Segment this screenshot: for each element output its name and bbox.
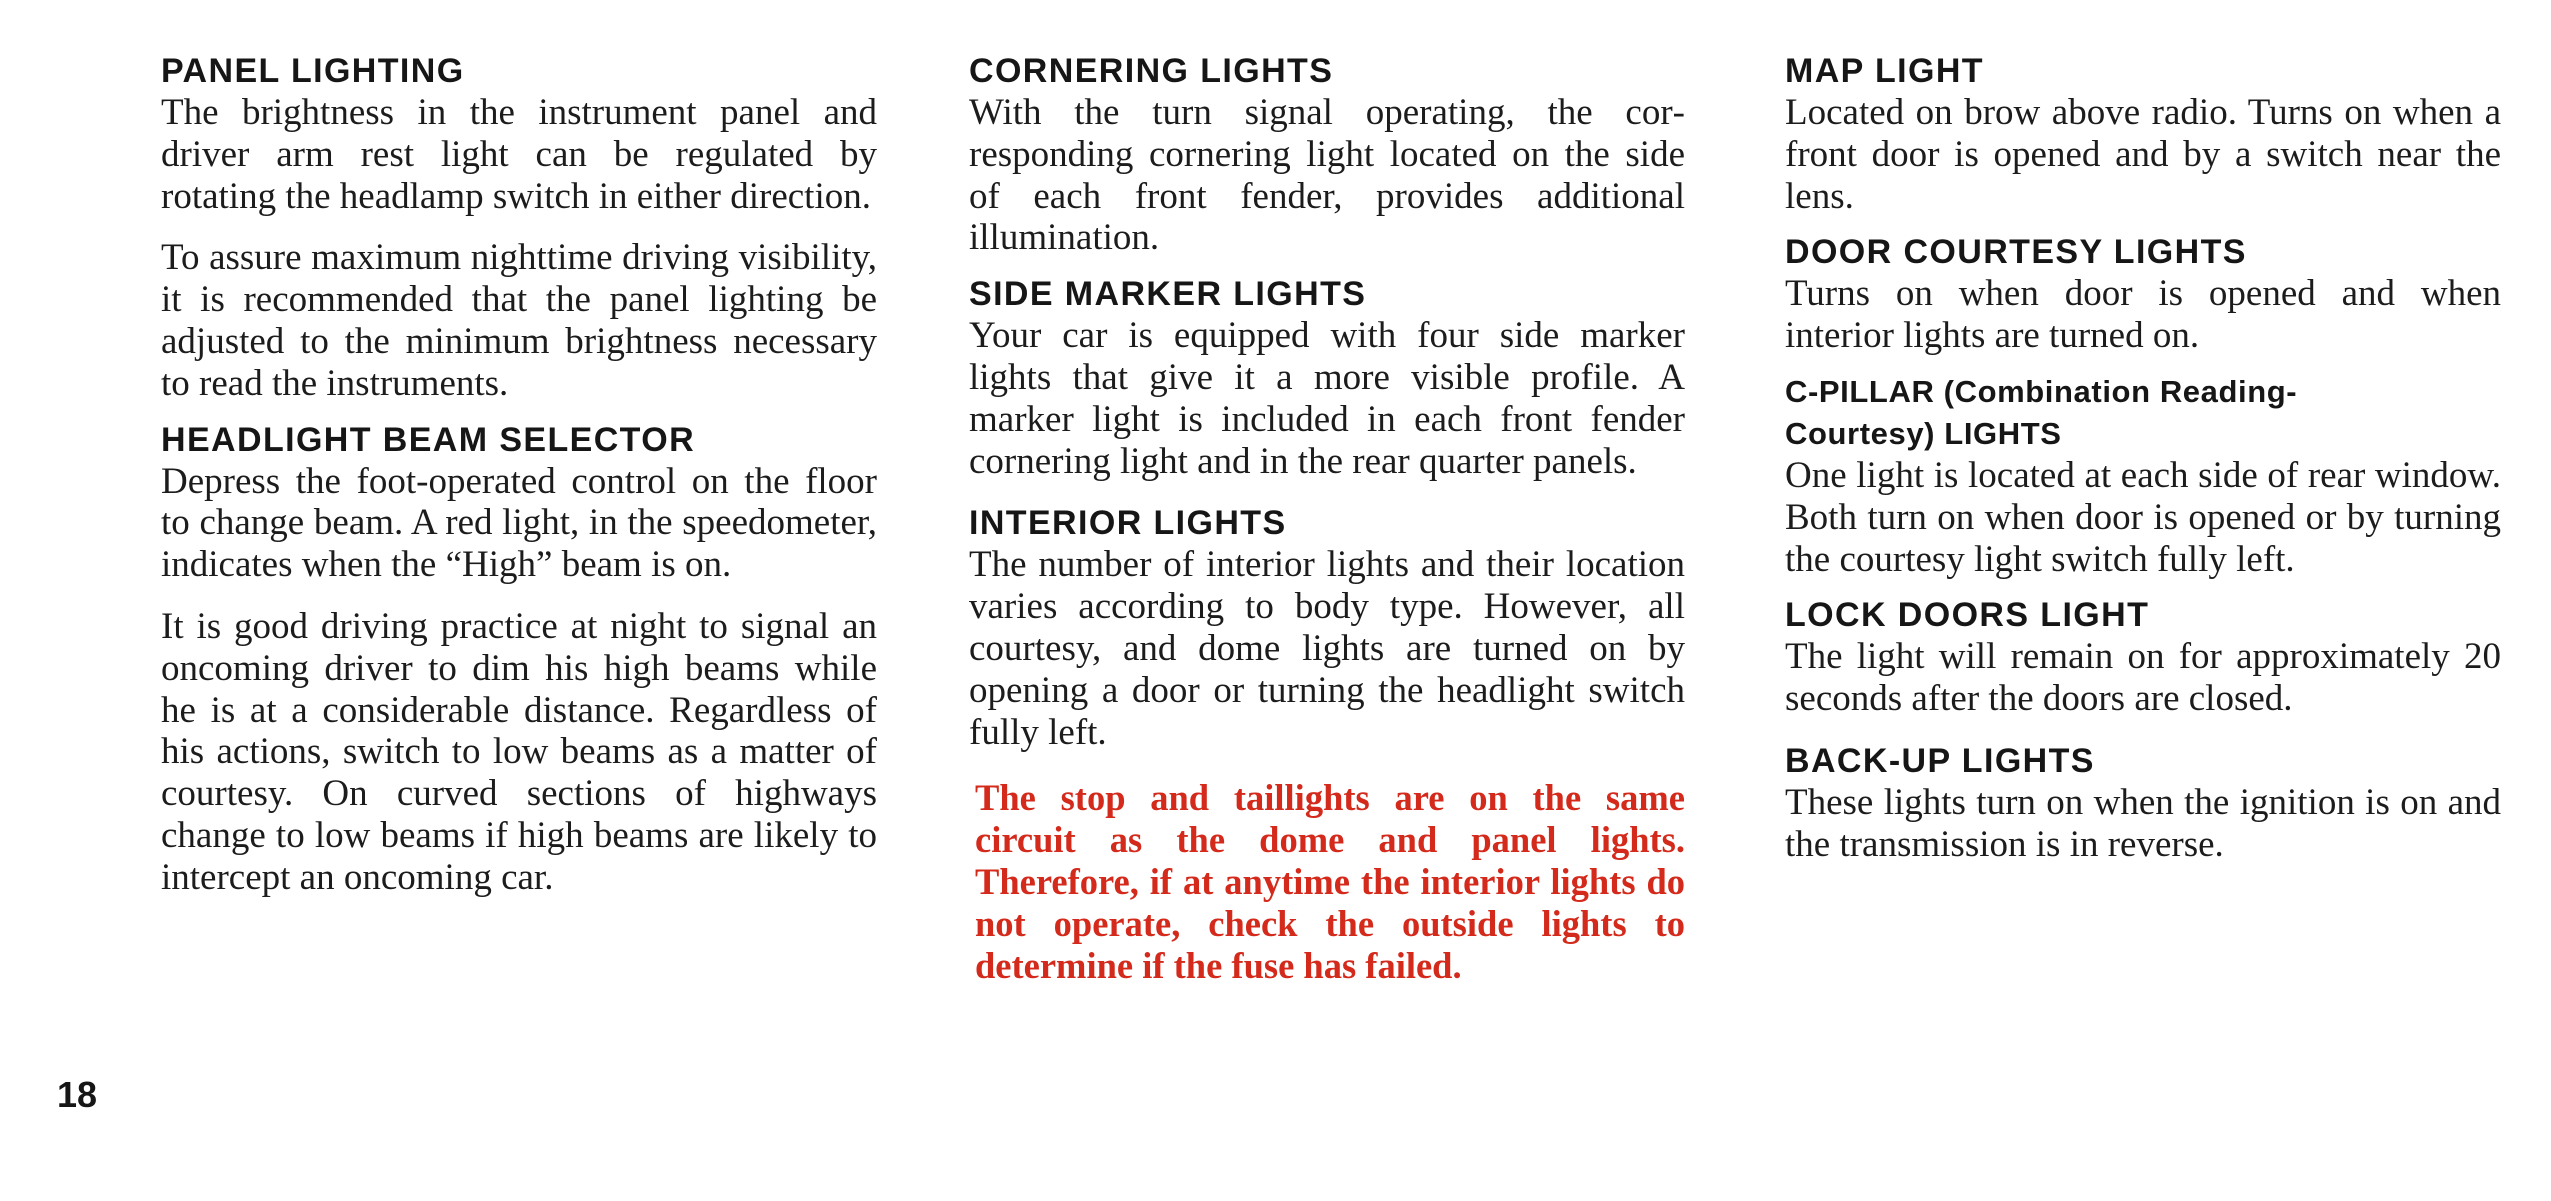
heading-interior-lights: INTERIOR LIGHTS — [969, 504, 1287, 543]
paragraph: Turns on when door is opened and when interior lights are turned on. — [1785, 273, 2501, 357]
paragraph: The brightness in the instrument panel and driver arm rest light can be regulated by rotating the headlamp switch in either direction. — [161, 92, 877, 217]
paragraph: Located on brow above radio. Turns on when a front door is opened and by a switch near the lens. — [1785, 92, 2501, 217]
page-number: 18 — [57, 1074, 98, 1115]
paragraph: The number of interior lights and their location varies according to body type. However, all courtesy, and dome lights are turned on by opening a door or turning the headlight switch fully left. — [969, 544, 1685, 753]
paragraph: With the turn signal operating, the corresponding cornering light located on the side of each front fender, provides additional illumination. — [969, 92, 1685, 259]
heading-headlight-beam-selector: HEADLIGHT BEAM SELECTOR — [161, 420, 696, 459]
heading-map-light: MAP LIGHT — [1785, 52, 1984, 90]
paragraph: These lights turn on when the ignition is on and the transmission is in reverse. — [1785, 781, 2501, 865]
column-left — [161, 50, 877, 899]
heading-panel-lighting: PANEL LIGHTING — [161, 52, 465, 90]
paragraph: One light is located at each side of rear window. Both turn on when door is opened or by turning the courtesy light switch fully left. — [1785, 454, 2501, 580]
heading-side-marker-lights: SIDE MARKER LIGHTS — [969, 275, 1367, 314]
warning-note: The stop and taillights are on the same circuit as the dome and panel lights. Therefore, if at anytime the interior lights do not operate, check the outside lights to determine if the fuse has failed. — [975, 777, 1685, 986]
paragraph: The light will remain on for approximately 20 seconds after the doors are closed. — [1785, 636, 2501, 720]
heading-door-courtesy-lights: DOOR COURTESY LIGHTS — [1785, 233, 2247, 272]
heading-cornering-lights: CORNERING LIGHTS — [969, 52, 1334, 90]
paragraph: To assure maximum nighttime driving visibility, it is recommended that the panel lighting be adjusted to the minimum brightness necessary to read the instruments. — [161, 237, 877, 404]
paragraph: It is good driving practice at night to signal an oncoming driver to dim his high beams while he is at a considerable distance. Regardless of his actions, switch to low beams as a matter of courtesy. On curved sections of highways change to low beams if high beams are likely to intercept an oncoming car. — [161, 605, 877, 898]
paragraph: Your car is equipped with four side marker lights that give it a more visible profile. A marker light is included in each front fender cornering light and in the rear quarter panels. — [969, 315, 1685, 482]
column-right — [1785, 50, 2501, 866]
heading-lock-doors-light: LOCK DOORS LIGHT — [1785, 596, 2150, 635]
paragraph: Depress the foot-operated control on the floor to change beam. A red light, in the speedometer, indicates when the “High” beam is on. — [161, 460, 877, 586]
column-middle — [969, 50, 1685, 986]
heading-back-up-lights: BACK-UP LIGHTS — [1785, 741, 2095, 780]
heading-c-pillar-lights: C-PILLAR (Combination Reading-Courtesy) LIGHTS — [1785, 373, 2298, 451]
